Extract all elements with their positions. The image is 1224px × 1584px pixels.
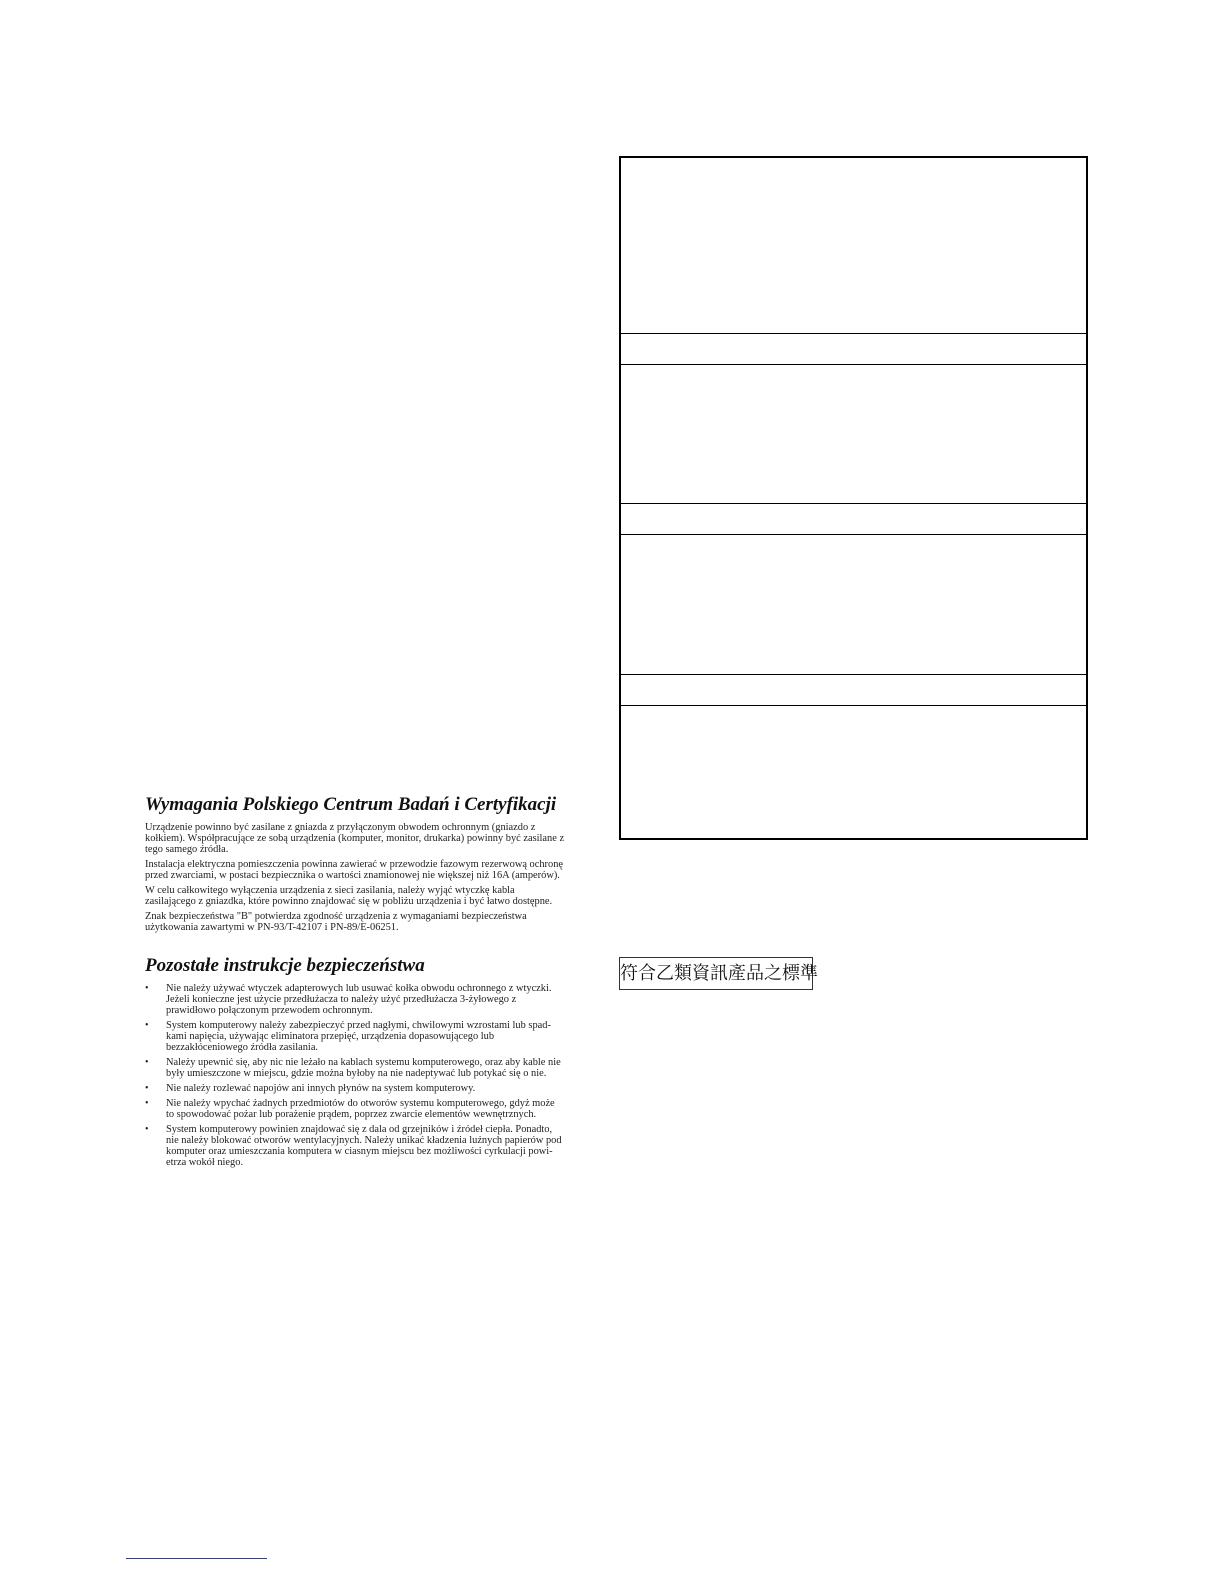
list-item <box>145 1057 565 1079</box>
list-item-text: Nie należy używać wtyczek adapterowych lub usuwać kołka obwodu ochronnego z wtyczki. Jeżeli konieczne jest użycie przedłużacza to należy użyć przedłużacza 3-żyłowego z prawidłowo połączonym przewodem ochronnym. <box>166 983 552 1016</box>
list-item <box>145 1020 565 1053</box>
paragraph: Znak bezpieczeństwa "B" potwierdza zgodność urządzenia z wymaganiami bezpieczeństwa użytkowania zawartymi w PN-93/T-42107 i PN-89/E-06251. <box>145 911 527 933</box>
notice-table-cell <box>621 365 1086 504</box>
list-item-text: Nie należy rozlewać napojów ani innych płynów na system komputerowy. <box>166 1083 476 1094</box>
list-item <box>145 983 565 1016</box>
list-item-text: System komputerowy należy zabezpieczyć przed nagłymi, chwilowymi wzrostami lub spad-kami napięcia, używając eliminatora przepięć, urządzenia dopasowującego lub bezzakłóceniowego źródła zasilania. <box>166 1020 551 1053</box>
bullet-icon: • <box>145 1057 149 1068</box>
paragraph: Urządzenie powinno być zasilane z gniazda z przyłączonym obwodem ochronnym (gniazdo z kołkiem). Współpracujące ze sobą urządzenia (komputer, monitor, drukarka) powinny być zasilane z tego samego źródła. <box>145 822 565 855</box>
notice-table-cell <box>621 158 1086 334</box>
polish-requirements-section <box>145 794 565 937</box>
notice-table-cell <box>621 706 1086 840</box>
notice-table-cell <box>621 535 1086 675</box>
list-item-text: Należy upewnić się, aby nic nie leżało na kablach systemu komputerowego, oraz aby kable nie były umieszczone w miejscu, gdzie można byłoby na nie nadeptywać lub potykać się o nie. <box>166 1057 561 1079</box>
list-item-text: System komputerowy powinien znajdować się z dala od grzejników i źródeł ciepła. Ponadto, nie należy blokować otworów wentylacyjnych. Należy unikać kładzenia luźnych papierów pod komputer oraz umieszczania komputera w ciasnym miejscu bez możliwości cyrkulacji powi-etrza wokół niego. <box>166 1124 562 1168</box>
section-heading: Wymagania Polskiego Centrum Badań i Certyfikacji <box>145 794 557 815</box>
bullet-icon: • <box>145 983 149 994</box>
paragraph: Instalacja elektryczna pomieszczenia powinna zawierać w przewodzie fazowym rezerwową ochronę przed zwarciami, w postaci bezpiecznika o wartości znamionowej nie większej niż 16A (amperów). <box>145 859 563 881</box>
notice-table-cell <box>621 334 1086 365</box>
paragraph: W celu całkowitego wyłączenia urządzenia z sieci zasilania, należy wyjąć wtyczkę kabla zasilającego z gniazdka, które powinno znajdować się w pobliżu urządzenia i być łatwo dostępne. <box>145 885 553 907</box>
list-item <box>145 1083 565 1094</box>
notice-table-cell <box>621 504 1086 535</box>
footnote-rule <box>126 1558 267 1559</box>
section-heading: Pozostałe instrukcje bezpieczeństwa <box>145 955 425 976</box>
notice-table-cell <box>621 675 1086 706</box>
list-item <box>145 1124 565 1168</box>
bullet-icon: • <box>145 1020 149 1031</box>
bullet-icon: • <box>145 1124 149 1135</box>
safety-list <box>145 983 565 1168</box>
other-safety-section <box>145 955 565 1172</box>
list-item <box>145 1098 565 1120</box>
bsmi-compliance-label: 符合乙類資訊產品之標準 <box>619 957 813 990</box>
notice-table <box>619 156 1088 840</box>
list-item-text: Nie należy wpychać żadnych przedmiotów do otworów systemu komputerowego, gdyż może to spowodować pożar lub porażenie prądem, poprzez zwarcie elementów wewnętrznych. <box>166 1098 555 1120</box>
bullet-icon: • <box>145 1083 149 1094</box>
bullet-icon: • <box>145 1098 149 1109</box>
